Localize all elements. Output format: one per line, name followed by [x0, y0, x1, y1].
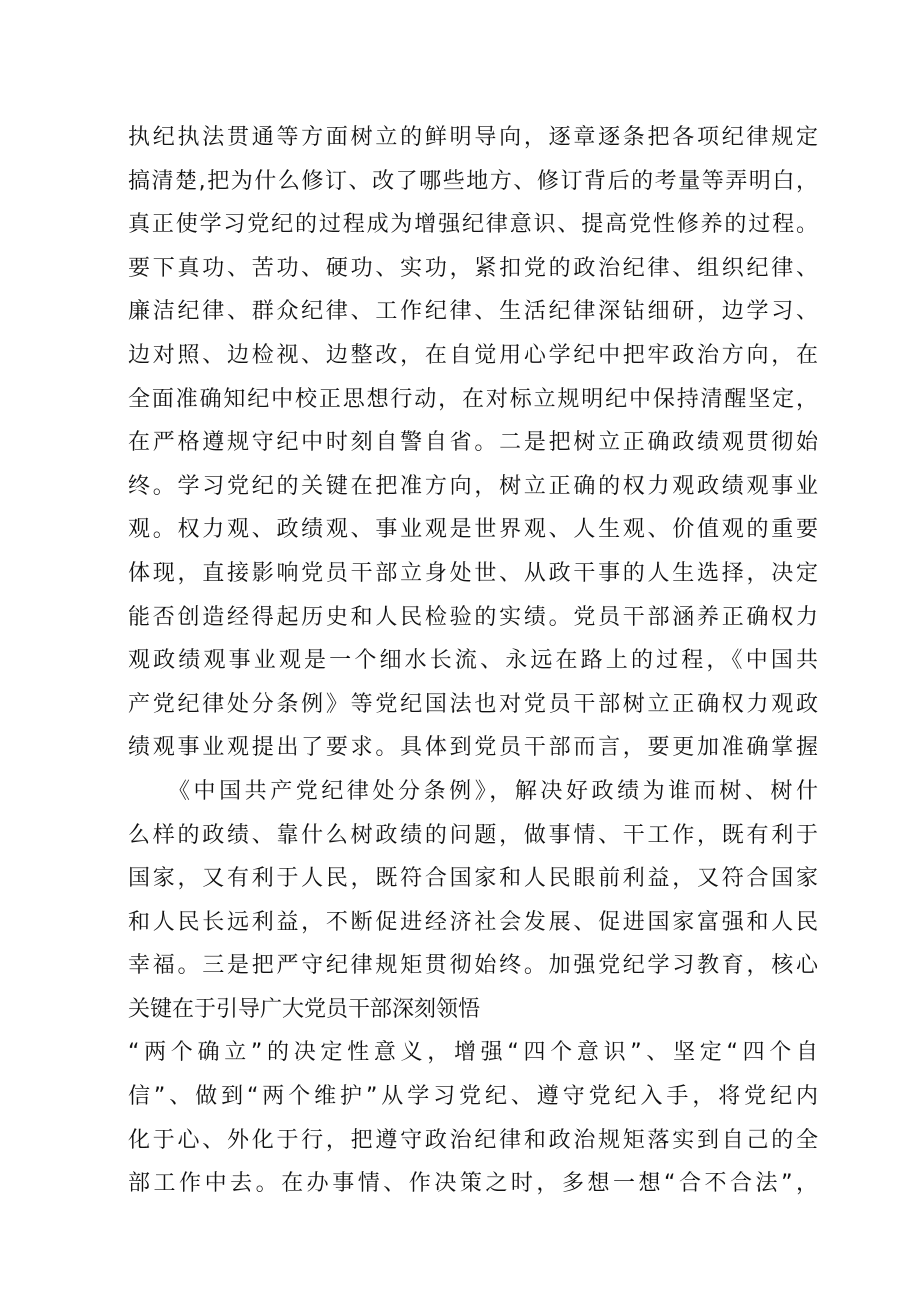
text-line: “两个确立”的决定性意义，增强“四个意识”、坚定“四个自: [128, 1040, 818, 1066]
text-line: 体现，直接影响党员干部立身处世、从政干事的人生选择，决定: [128, 560, 818, 586]
text-line: 在严格遵规守纪中时刻自警自省。二是把树立正确政绩观贯彻始: [128, 430, 818, 456]
text-line: 国家，又有利于人民，既符合国家和人民眼前利益，又符合国家: [128, 866, 818, 892]
text-line: 边对照、边检视、边整改，在自觉用心学纪中把牢政治方向，在: [128, 342, 818, 368]
text-line: 能否创造经得起历史和人民检验的实绩。党员干部涵养正确权力: [128, 604, 818, 630]
text-line: 么样的政绩、靠什么树政绩的问题，做事情、干工作，既有利于: [128, 822, 818, 848]
text-line: 观政绩观事业观是一个细水长流、永远在路上的过程，《中国共: [128, 648, 818, 674]
text-line: 幸福。三是把严守纪律规矩贯彻始终。加强党纪学习教育，核心: [128, 953, 818, 979]
text-line: 化于心、外化于行，把遵守政治纪律和政治规矩落实到自己的全: [128, 1127, 818, 1153]
text-line: 全面准确知纪中校正思想行动，在对标立规明纪中保持清醒坚定，: [128, 386, 818, 412]
text-line: 部工作中去。在办事情、作决策之时，多想一想“合不合法”，: [128, 1171, 818, 1197]
text-line: 信”、做到“两个维护”从学习党纪、遵守党纪入手，将党纪内: [128, 1084, 818, 1110]
text-line: 和人民长远利益，不断促进经济社会发展、促进国家富强和人民: [128, 909, 818, 935]
text-line: 真正使学习党纪的过程成为增强纪律意识、提高党性修养的过程。: [128, 212, 818, 238]
body-text: [128, 116, 818, 1206]
text-line: 搞清楚,把为什么修订、改了哪些地方、修订背后的考量等弄明白，: [128, 168, 818, 194]
text-line: 要下真功、苦功、硬功、实功，紧扣党的政治纪律、组织纪律、: [128, 255, 818, 281]
text-line: 终。学习党纪的关键在把准方向，树立正确的权力观政绩观事业: [128, 473, 818, 499]
text-line: 绩观事业观提出了要求。具体到党员干部而言，要更加准确掌握: [128, 735, 818, 761]
text-line: 观。权力观、政绩观、事业观是世界观、人生观、价值观的重要: [128, 517, 818, 543]
text-line: 执纪执法贯通等方面树立的鲜明导向，逐章逐条把各项纪律规定: [128, 125, 818, 150]
text-line: 产党纪律处分条例》等党纪国法也对党员干部树立正确权力观政: [128, 691, 818, 717]
text-line: 关键在于引导广大党员干部深刻领悟: [128, 996, 481, 1022]
text-line: 廉洁纪律、群众纪律、工作纪律、生活纪律深钻细研，边学习、: [128, 299, 818, 325]
text-line: 《中国共产党纪律处分条例》，解决好政绩为谁而树、树什: [168, 778, 818, 804]
